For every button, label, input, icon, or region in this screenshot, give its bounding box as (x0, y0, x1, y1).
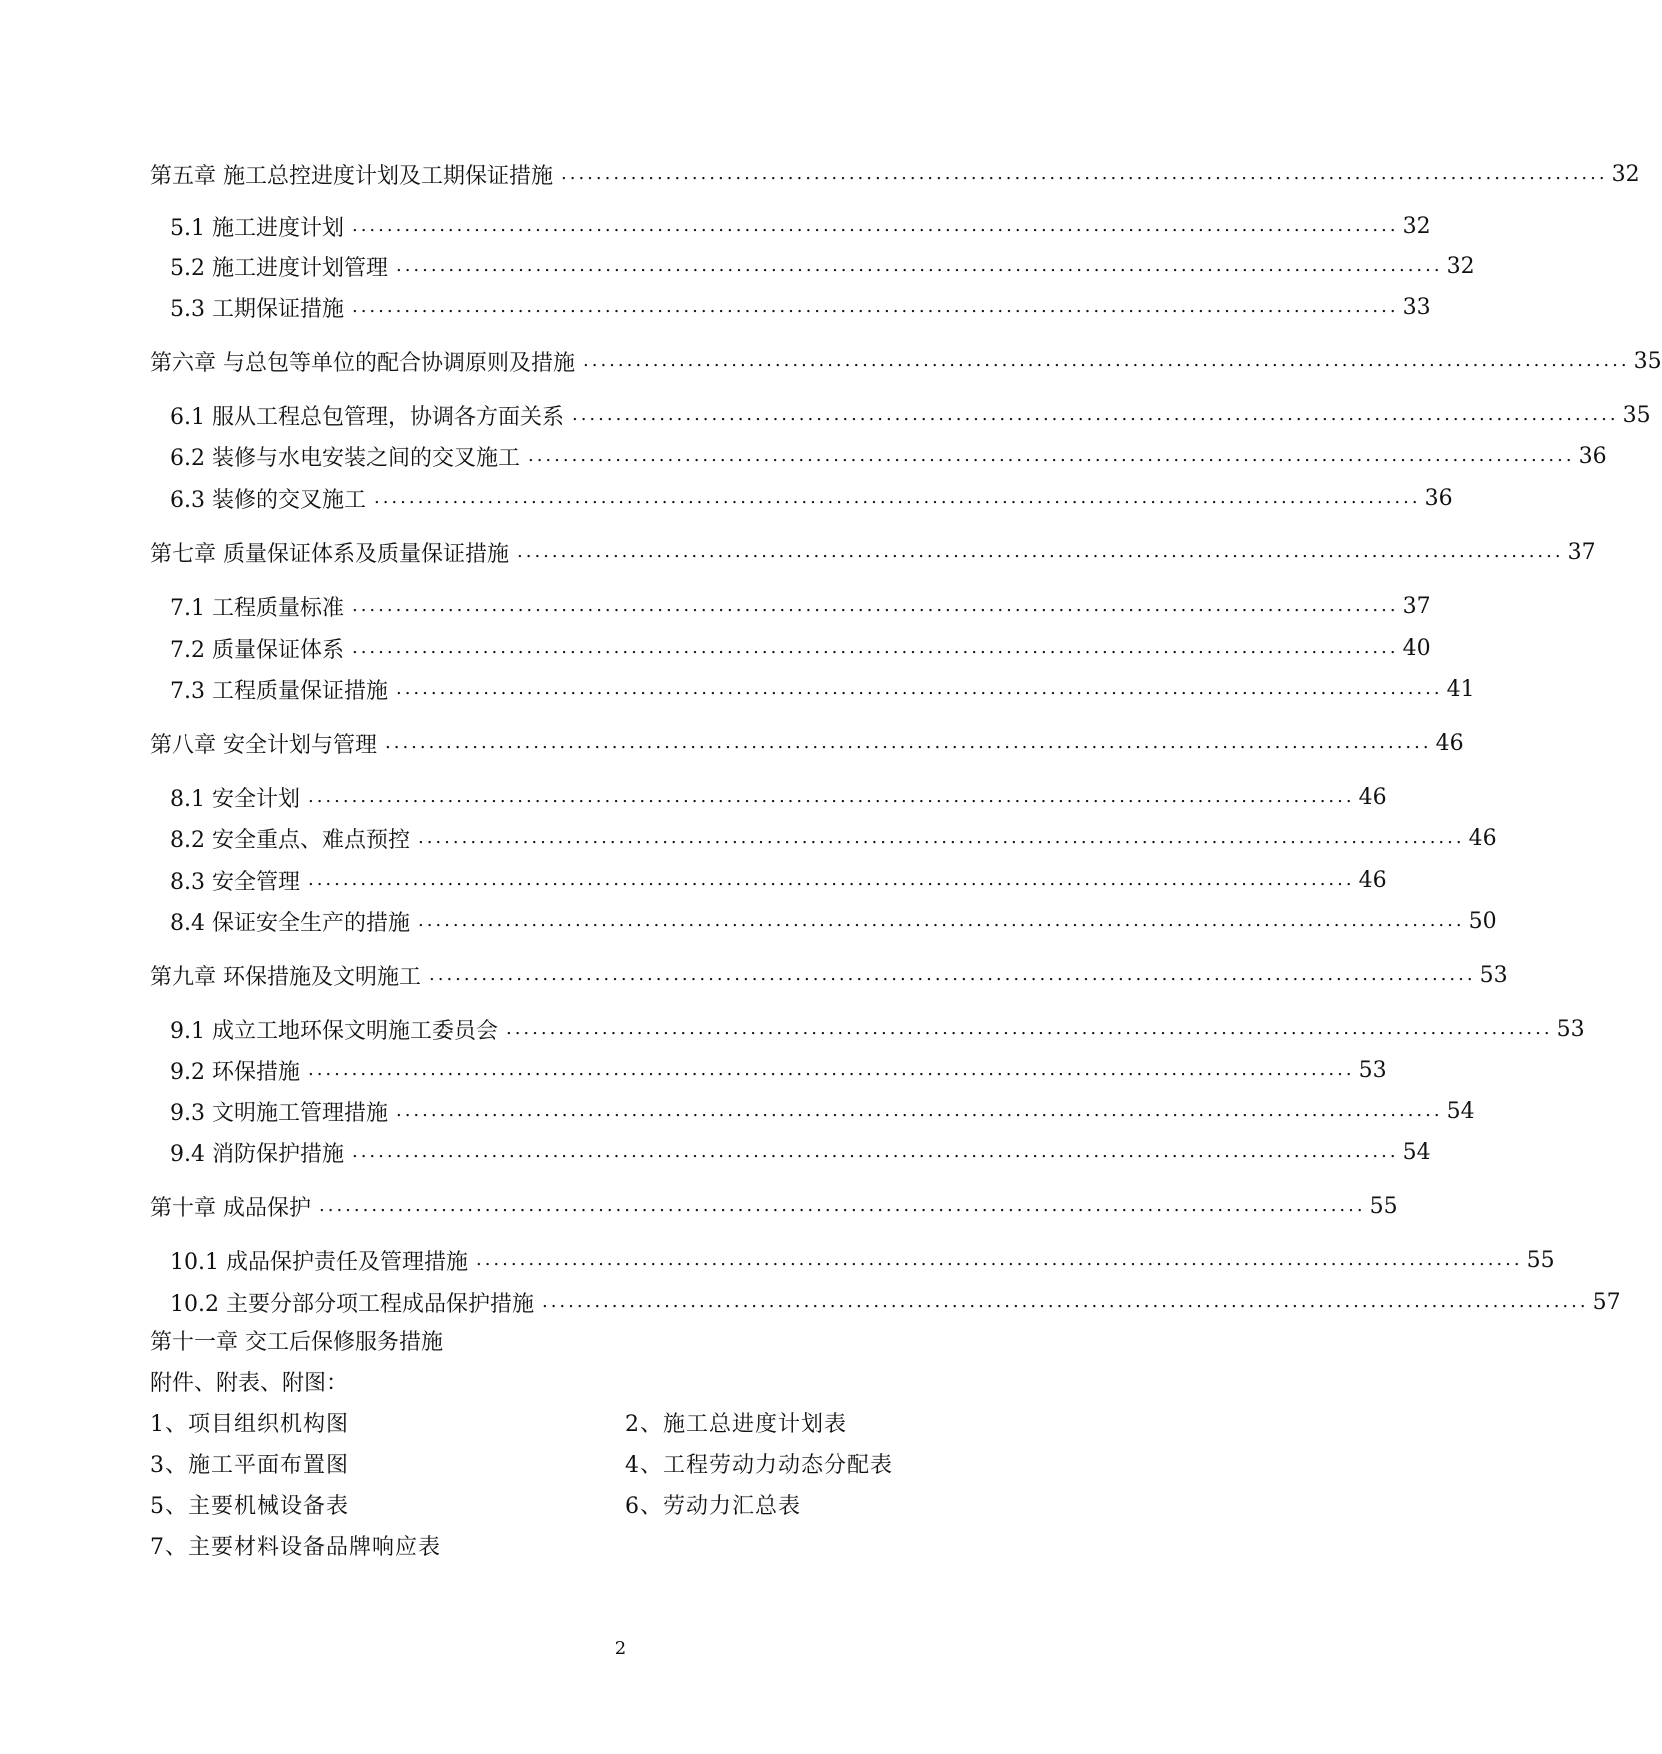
toc-chapter-9 (150, 957, 1508, 993)
toc-page-number: 55 (1369, 1193, 1398, 1219)
page-number: 2 (614, 1638, 627, 1659)
toc-section-9-4 (170, 1134, 1431, 1170)
toc-entry-text: 8.3 安全管理 (170, 869, 300, 895)
toc-entry-text: 5.2 施工进度计划管理 (170, 255, 388, 281)
toc-page-number: 54 (1446, 1098, 1475, 1124)
toc-section-6-1 (170, 397, 1651, 433)
toc-entry-text: 6.1 服从工程总包管理，协调各方面关系 (170, 404, 564, 430)
toc-page-number: 37 (1567, 539, 1596, 565)
toc-page-number: 53 (1358, 1057, 1387, 1083)
toc-chapter-5 (150, 156, 1640, 192)
toc-entry-text: 9.2 环保措施 (170, 1059, 300, 1085)
attachments-heading: 附件、附表、附图： (150, 1370, 349, 1396)
toc-page-number: 46 (1468, 825, 1497, 851)
attachment-item: 2、施工总进度计划表 (625, 1411, 847, 1437)
toc-page-number: 32 (1446, 253, 1475, 279)
toc-page-number: 46 (1358, 867, 1387, 893)
toc-page-number: 35 (1622, 402, 1651, 428)
toc-section-7-1 (170, 588, 1431, 624)
toc-page-number: 32 (1402, 213, 1431, 239)
toc-entry-text: 第六章 与总包等单位的配合协调原则及措施 (150, 350, 575, 376)
toc-page-number: 35 (1633, 348, 1662, 374)
toc-entry-text: 7.3 工程质量保证措施 (170, 678, 388, 704)
dot-leader: ........................................................................................................................ (505, 1018, 1553, 1039)
dot-leader: ........................................................................................................................ (385, 732, 1432, 753)
toc-chapter-7 (150, 534, 1596, 570)
toc-section-8-4 (170, 903, 1497, 939)
attachment-item: 6、劳动力汇总表 (625, 1493, 801, 1519)
toc-section-6-3 (170, 480, 1453, 516)
toc-page-number: 46 (1358, 784, 1387, 810)
attachment-item: 3、施工平面布置图 (150, 1452, 349, 1478)
toc-chapter-8 (150, 725, 1464, 761)
toc-page-number: 40 (1402, 635, 1431, 661)
toc-section-10-1 (170, 1242, 1555, 1278)
toc-entry-text: 9.3 文明施工管理措施 (170, 1100, 388, 1126)
toc-entry-text: 第五章 施工总控进度计划及工期保证措施 (150, 163, 553, 189)
dot-leader: ........................................................................................................................ (429, 964, 1476, 985)
toc-page-number: 36 (1424, 485, 1453, 511)
dot-leader: ........................................................................................................................ (351, 637, 1399, 658)
dot-leader: ........................................................................................................................ (583, 350, 1630, 371)
dot-leader: ........................................................................................................................ (395, 678, 1443, 699)
toc-section-5-3 (170, 289, 1431, 325)
toc-page-number: 46 (1435, 730, 1464, 756)
dot-leader: ........................................................................................................................ (417, 910, 1465, 931)
toc-page-number: 55 (1526, 1247, 1555, 1273)
attachment-item: 7、主要材料设备品牌响应表 (150, 1534, 441, 1560)
dot-leader: ........................................................................................................................ (351, 595, 1399, 616)
toc-chapter-11: 第十一章 交工后保修服务措施 (150, 1329, 443, 1355)
dot-leader: ........................................................................................................................ (475, 1249, 1523, 1270)
toc-section-9-3 (170, 1093, 1475, 1129)
toc-entry-text: 第八章 安全计划与管理 (150, 732, 377, 758)
toc-entry-text: 8.1 安全计划 (170, 786, 300, 812)
dot-leader: ........................................................................................................................ (351, 296, 1399, 317)
dot-leader: ........................................................................................................................ (527, 445, 1575, 466)
toc-entry-text: 第九章 环保措施及文明施工 (150, 964, 421, 990)
toc-entry-text: 第十章 成品保护 (150, 1195, 311, 1221)
toc-page-number: 53 (1556, 1016, 1585, 1042)
toc-entry-text: 5.3 工期保证措施 (170, 296, 344, 322)
toc-page-number: 33 (1402, 294, 1431, 320)
toc-section-9-1 (170, 1011, 1585, 1047)
dot-leader: ........................................................................................................................ (351, 215, 1399, 236)
dot-leader: ........................................................................................................................ (517, 541, 1564, 562)
toc-section-5-2 (170, 248, 1475, 284)
toc-section-7-2 (170, 630, 1431, 666)
dot-leader: ........................................................................................................................ (307, 786, 1355, 807)
toc-entry-text: 8.2 安全重点、难点预控 (170, 827, 410, 853)
toc-section-5-1 (170, 208, 1431, 244)
toc-entry-text: 9.1 成立工地环保文明施工委员会 (170, 1018, 498, 1044)
toc-entry-text: 6.3 装修的交叉施工 (170, 487, 366, 513)
attachment-item: 4、工程劳动力动态分配表 (625, 1452, 893, 1478)
toc-page-number: 50 (1468, 908, 1497, 934)
toc-page-number: 37 (1402, 593, 1431, 619)
toc-section-8-1 (170, 779, 1387, 815)
dot-leader: ........................................................................................................................ (319, 1195, 1366, 1216)
toc-entry-text: 5.1 施工进度计划 (170, 215, 344, 241)
dot-leader: ........................................................................................................................ (417, 827, 1465, 848)
toc-page-number: 53 (1479, 962, 1508, 988)
attachment-item: 1、项目组织机构图 (150, 1411, 349, 1437)
toc-page-number: 32 (1611, 161, 1640, 187)
toc-section-8-2 (170, 820, 1497, 856)
toc-page-number: 36 (1578, 443, 1607, 469)
dot-leader: ........................................................................................................................ (307, 869, 1355, 890)
dot-leader: ........................................................................................................................ (571, 404, 1619, 425)
toc-entry-text: 9.4 消防保护措施 (170, 1141, 344, 1167)
dot-leader: ........................................................................................................................ (307, 1059, 1355, 1080)
dot-leader: ........................................................................................................................ (541, 1291, 1589, 1312)
toc-page-number: 41 (1446, 676, 1475, 702)
dot-leader: ........................................................................................................................ (395, 1100, 1443, 1121)
toc-entry-text: 7.1 工程质量标准 (170, 595, 344, 621)
toc-entry-text: 7.2 质量保证体系 (170, 637, 344, 663)
toc-section-10-2 (170, 1284, 1621, 1320)
toc-section-8-3 (170, 862, 1387, 898)
dot-leader: ........................................................................................................................ (561, 163, 1608, 184)
toc-section-7-3 (170, 671, 1475, 707)
dot-leader: ........................................................................................................................ (395, 255, 1443, 276)
toc-section-6-2 (170, 438, 1607, 474)
toc-entry-text: 10.1 成品保护责任及管理措施 (170, 1249, 468, 1275)
attachment-item: 5、主要机械设备表 (150, 1493, 349, 1519)
toc-chapter-10 (150, 1188, 1398, 1224)
toc-page-number: 54 (1402, 1139, 1431, 1165)
toc-entry-text: 8.4 保证安全生产的措施 (170, 910, 410, 936)
toc-entry-text: 6.2 装修与水电安装之间的交叉施工 (170, 445, 520, 471)
dot-leader: ........................................................................................................................ (351, 1141, 1399, 1162)
toc-entry-text: 10.2 主要分部分项工程成品保护措施 (170, 1291, 534, 1317)
toc-page-number: 57 (1592, 1289, 1621, 1315)
toc-section-9-2 (170, 1052, 1387, 1088)
toc-chapter-6 (150, 343, 1662, 379)
toc-entry-text: 第七章 质量保证体系及质量保证措施 (150, 541, 509, 567)
dot-leader: ........................................................................................................................ (373, 487, 1421, 508)
